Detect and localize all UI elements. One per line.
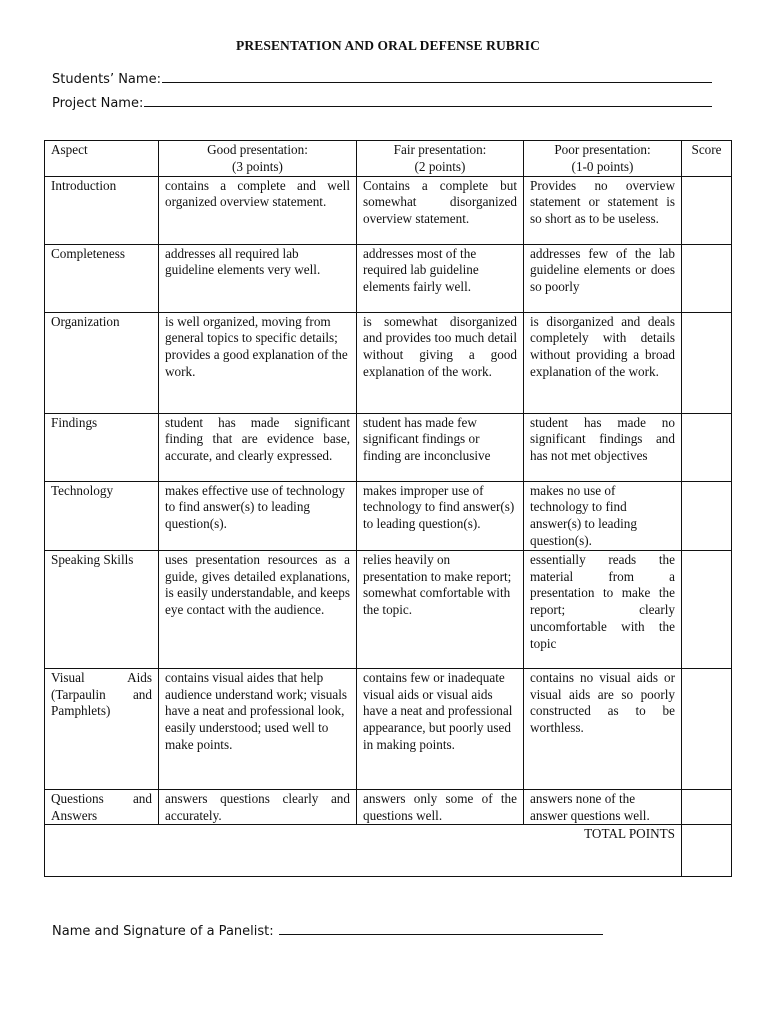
fair-cell: student has made few significant findings or finding are inconclusive	[357, 413, 524, 481]
header-aspect: Aspect	[45, 141, 159, 177]
score-cell[interactable]	[682, 668, 732, 789]
header-poor	[524, 141, 682, 177]
panelist-signature-blank[interactable]	[279, 921, 603, 935]
header-poor-label: Poor presentation:	[554, 142, 651, 157]
poor-cell: makes no use of technology to find answer(s) to leading question(s).	[524, 481, 682, 550]
fair-cell: contains few or inadequate visual aids or visual aids have a neat and professional appearance, but poorly used in making points.	[357, 668, 524, 789]
fair-cell: answers only some of the questions well.	[357, 789, 524, 825]
table-row	[45, 481, 732, 550]
good-cell: answers questions clearly and accurately.	[159, 789, 357, 825]
score-cell[interactable]	[682, 244, 732, 312]
good-cell: student has made significant finding that are evidence base, accurate, and clearly expressed.	[159, 413, 357, 481]
score-cell[interactable]	[682, 550, 732, 668]
students-name-blank[interactable]	[162, 69, 712, 83]
total-row	[45, 825, 732, 877]
aspect-cell: Visual Aids (Tarpaulin and Pamphlets)	[45, 668, 159, 789]
header-good	[159, 141, 357, 177]
students-name-label: Students’ Name:	[52, 72, 161, 87]
good-cell: is well organized, moving from general topics to specific details; provides a good explanation of the work.	[159, 312, 357, 413]
total-score-cell[interactable]	[682, 825, 732, 877]
table-row	[45, 550, 732, 668]
aspect-cell: Technology	[45, 481, 159, 550]
score-cell[interactable]	[682, 176, 732, 244]
aspect-cell: Speaking Skills	[45, 550, 159, 668]
fair-cell: relies heavily on presentation to make report; somewhat comfortable with the topic.	[357, 550, 524, 668]
fair-cell: makes improper use of technology to find answer(s) to leading question(s).	[357, 481, 524, 550]
poor-cell: contains no visual aids or visual aids are so poorly constructed as to be worthless.	[524, 668, 682, 789]
aspect-cell: Findings	[45, 413, 159, 481]
aspect-cell: Introduction	[45, 176, 159, 244]
header-good-points: (3 points)	[232, 158, 283, 174]
students-name-field[interactable]	[52, 69, 712, 87]
score-cell[interactable]	[682, 413, 732, 481]
poor-cell: Provides no overview statement or statement is so short as to be useless.	[524, 176, 682, 244]
project-name-label: Project Name:	[52, 96, 144, 111]
table-row	[45, 413, 732, 481]
aspect-cell: Organization	[45, 312, 159, 413]
header-score: Score	[682, 141, 732, 177]
header-good-label: Good presentation:	[207, 142, 308, 157]
rubric-table	[44, 140, 732, 877]
project-name-field[interactable]	[52, 93, 712, 111]
good-cell: makes effective use of technology to find answer(s) to leading question(s).	[159, 481, 357, 550]
header-row	[45, 141, 732, 177]
total-points-label: TOTAL POINTS	[45, 825, 682, 877]
poor-cell: essentially reads the material from a presentation to make the report; clearly uncomfortable with the topic	[524, 550, 682, 668]
score-cell[interactable]	[682, 312, 732, 413]
good-cell: contains visual aides that help audience understand work; visuals have a neat and professional look, easily understood; used well to make points.	[159, 668, 357, 789]
score-cell[interactable]	[682, 481, 732, 550]
poor-cell: answers none of the answer questions well.	[524, 789, 682, 825]
fair-cell: is somewhat disorganized and provides too much detail without giving a good explanation of the work.	[357, 312, 524, 413]
poor-cell: student has made no significant findings and has not met objectives	[524, 413, 682, 481]
panelist-signature-field[interactable]	[52, 921, 603, 939]
header-fair-label: Fair presentation:	[393, 142, 487, 157]
aspect-cell: Questions and Answers	[45, 789, 159, 825]
fair-cell: Contains a complete but somewhat disorganized overview statement.	[357, 176, 524, 244]
good-cell: uses presentation resources as a guide, gives detailed explanations, is easily understandable, and keeps eye contact with the audience.	[159, 550, 357, 668]
table-row	[45, 668, 732, 789]
fair-cell: addresses most of the required lab guideline elements fairly well.	[357, 244, 524, 312]
header-fair	[357, 141, 524, 177]
good-cell: addresses all required lab guideline elements very well.	[159, 244, 357, 312]
table-row	[45, 244, 732, 312]
project-name-blank[interactable]	[144, 93, 712, 107]
poor-cell: is disorganized and deals completely with details without providing a broad explanation of the work.	[524, 312, 682, 413]
page-title: PRESENTATION AND ORAL DEFENSE RUBRIC	[236, 38, 540, 53]
good-cell: contains a complete and well organized overview statement.	[159, 176, 357, 244]
header-poor-points: (1-0 points)	[571, 158, 634, 174]
table-row	[45, 176, 732, 244]
score-cell[interactable]	[682, 789, 732, 825]
aspect-cell: Completeness	[45, 244, 159, 312]
panelist-label: Name and Signature of a Panelist:	[52, 924, 274, 939]
table-row	[45, 312, 732, 413]
table-row	[45, 789, 732, 825]
header-fair-points: (2 points)	[414, 158, 466, 174]
poor-cell: addresses few of the lab guideline elements or does so poorly	[524, 244, 682, 312]
